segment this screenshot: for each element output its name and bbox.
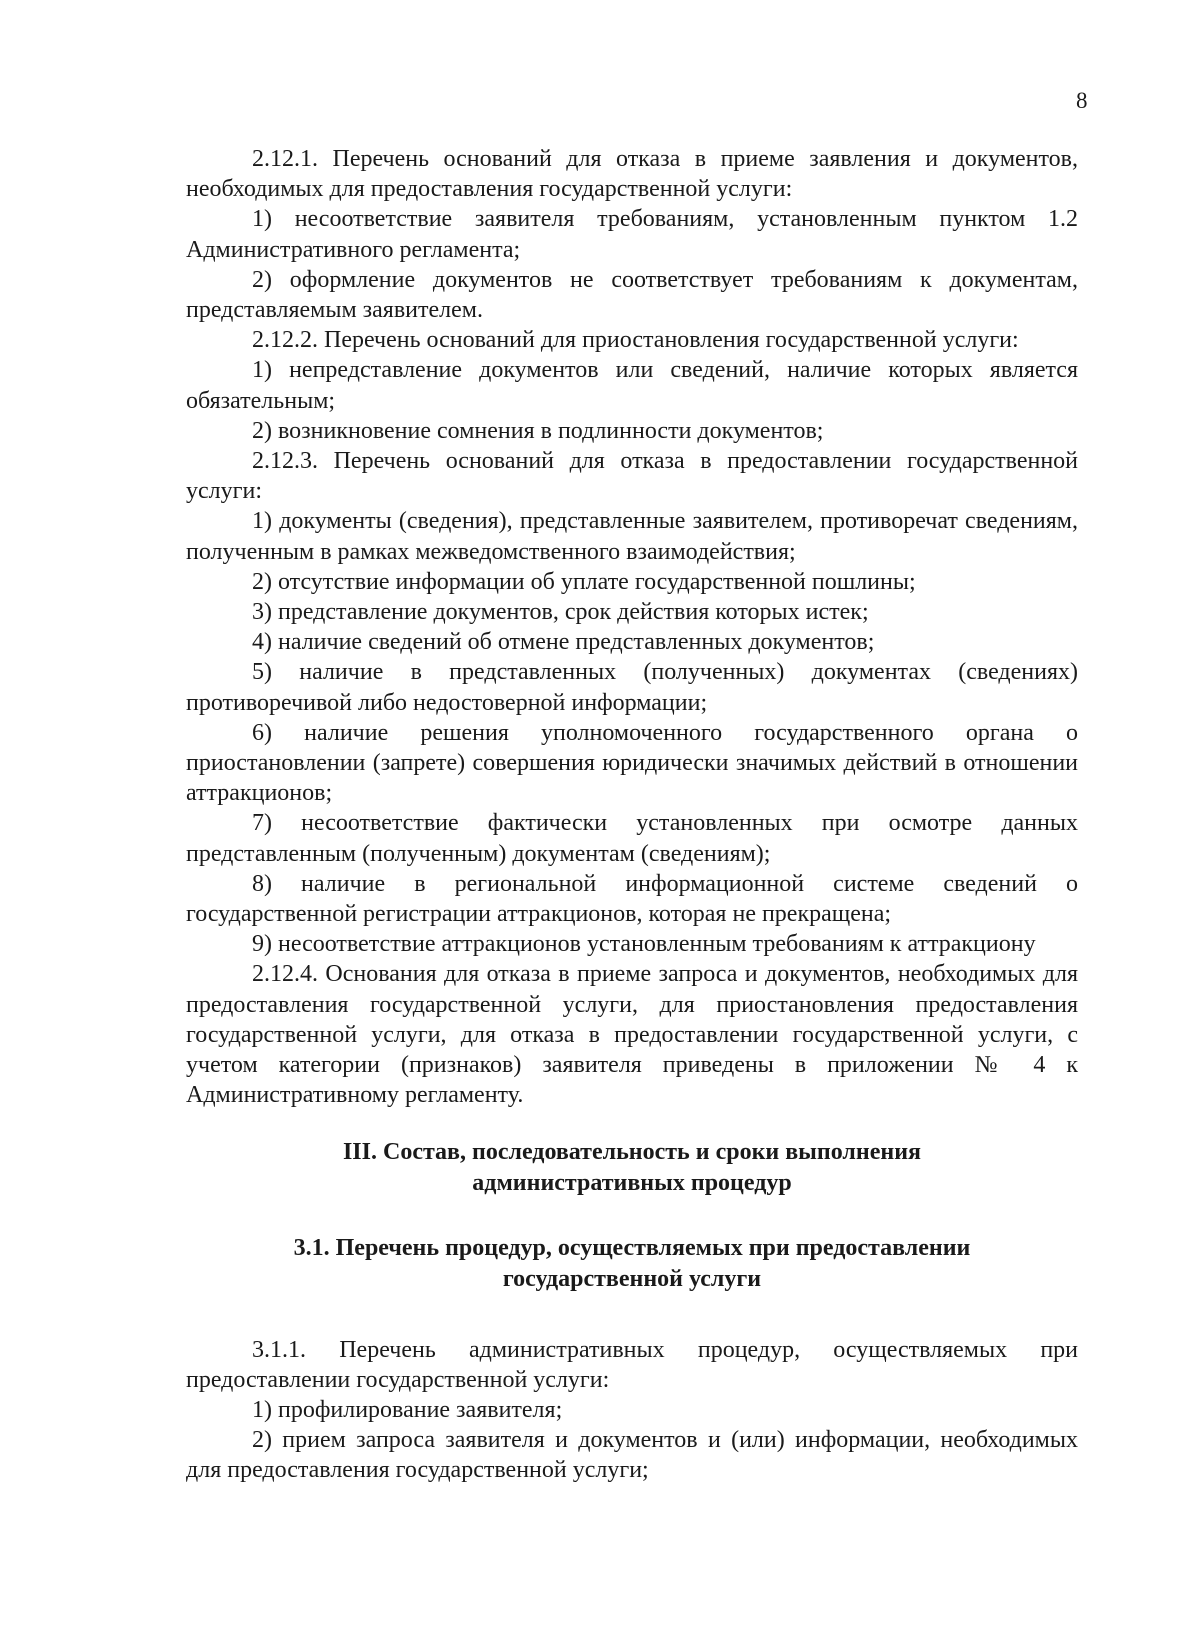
list-item: 1) непредставление документов или сведений, наличие которых является обязательным; xyxy=(186,357,1078,414)
list-item: 9) несоответствие аттракционов установленным требованиям к аттракциону xyxy=(252,931,1036,958)
section-heading-iii-line2: административных процедур xyxy=(472,1169,792,1196)
section-heading-iii-line1: III. Состав, последовательность и сроки выполнения xyxy=(342,1138,922,1165)
list-item: 7) несоответствие фактически установленных при осмотре данных представленным (полученным) документам (сведениям); xyxy=(186,810,1078,867)
list-item: 1) несоответствие заявителя требованиям, установленным пунктом 1.2 Административного регламента; xyxy=(186,206,1078,263)
subsection-heading-3-1-line1: 3.1. Перечень процедур, осуществляемых при предоставлении xyxy=(293,1234,971,1261)
list-item: 3) представление документов, срок действия которых истек; xyxy=(252,599,869,626)
page-number: 8 xyxy=(1076,88,1088,113)
list-item: 2) возникновение сомнения в подлинности документов; xyxy=(252,417,824,444)
list-item: 5) наличие в представленных (полученных) документах (сведениях) противоречивой либо недостоверной информации; xyxy=(186,659,1078,716)
list-item: 2) оформление документов не соответствует требованиям к документам, представляемым заявителем. xyxy=(186,266,1078,324)
list-item: 2) отсутствие информации об уплате государственной пошлины; xyxy=(252,568,916,595)
subsection-heading-3-1-line2: государственной услуги xyxy=(502,1265,762,1292)
paragraph-2-12-2: 2.12.2. Перечень оснований для приостановления государственной услуги: xyxy=(252,327,1019,354)
paragraph-2-12-1: 2.12.1. Перечень оснований для отказа в приеме заявления и документов, необходимых для предоставления государственной услуги: xyxy=(186,146,1078,203)
paragraph-2-12-3: 2.12.3. Перечень оснований для отказа в предоставлении государственной услуги: xyxy=(186,448,1078,505)
document-body xyxy=(186,144,1078,1486)
paragraph-3-1-1: 3.1.1. Перечень административных процедур, осуществляемых при предоставлении государственной услуги: xyxy=(186,1336,1078,1393)
list-item: 1) документы (сведения), представленные заявителем, противоречат сведениям, полученным в рамках межведомственного взаимодействия; xyxy=(186,508,1078,565)
list-item: 2) прием запроса заявителя и документов и (или) информации, необходимых для предоставления государственной услуги; xyxy=(186,1427,1078,1484)
section-heading-iii xyxy=(186,1137,1078,1199)
subsection-heading-3-1 xyxy=(186,1233,1078,1295)
list-item: 4) наличие сведений об отмене представленных документов; xyxy=(252,629,875,656)
list-item: 1) профилирование заявителя; xyxy=(252,1396,563,1423)
paragraph-2-12-4: 2.12.4. Основания для отказа в приеме запроса и документов, необходимых для предоставления государственной услуги, для приостановления предоставления государственной услуги, для отказа в предоставлении государственной услуги, с учетом категории (признаков) заявителя приведены в приложении № 4 к Административному регламенту. xyxy=(186,961,1078,1109)
list-item: 6) наличие решения уполномоченного государственного органа о приостановлении (запрете) совершения юридически значимых действий в отношении аттракционов; xyxy=(186,719,1078,807)
list-item: 8) наличие в региональной информационной системе сведений о государственной регистрации аттракционов, которая не прекращена; xyxy=(186,870,1078,928)
